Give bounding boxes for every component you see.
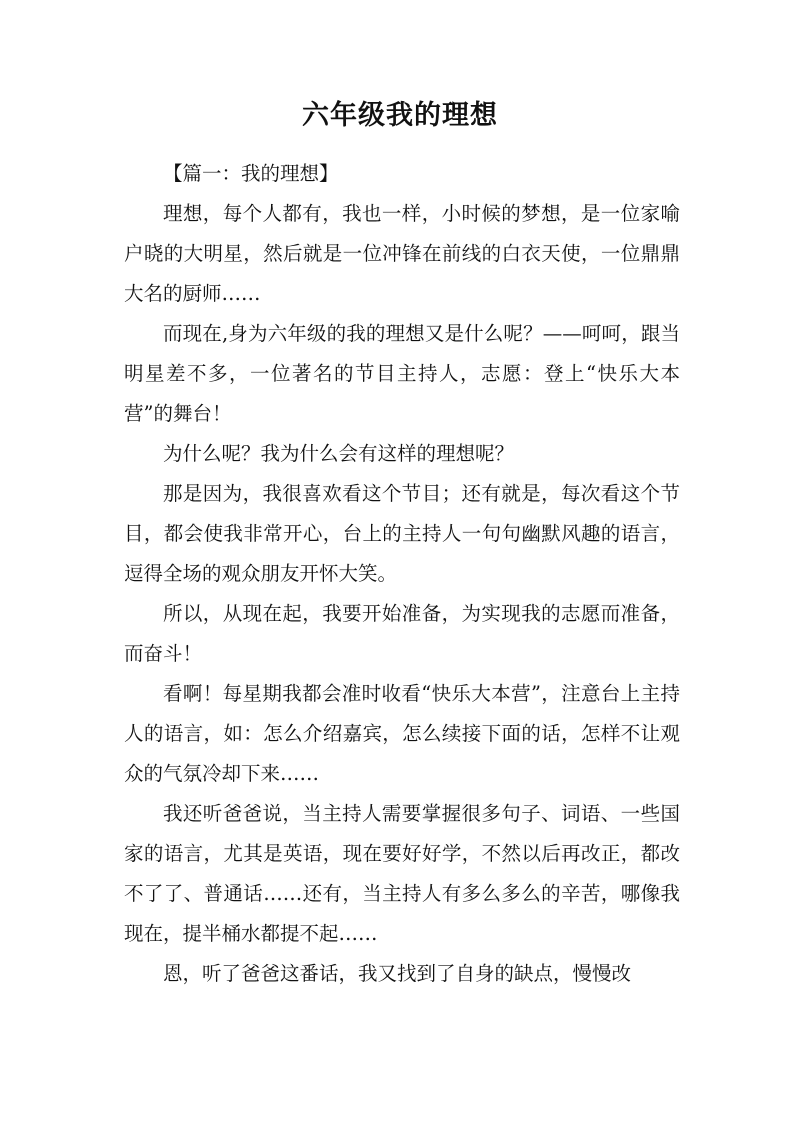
page-title: 六年级我的理想 xyxy=(302,100,498,131)
document-body xyxy=(124,154,680,994)
paragraph: 那是因为，我很喜欢看这个节目；还有就是，每次看这个节目，都会使我非常开心，台上的主持人一句句幽默风趣的语言，逗得全场的观众朋友开怀大笑。 xyxy=(124,482,680,585)
paragraph: 恩，听了爸爸这番话，我又找到了自身的缺点，慢慢改 xyxy=(163,962,632,985)
paragraph: 而现在,身为六年级的我的理想又是什么呢？——呵呵，跟当明星差不多，一位著名的节目主持人，志愿：登上“快乐大本营”的舞台！ xyxy=(124,322,680,425)
paragraph: 所以，从现在起，我要开始准备，为实现我的志愿而准备，而奋斗！ xyxy=(124,602,680,665)
paragraph: 我还听爸爸说，当主持人需要掌握很多句子、词语、一些国家的语言，尤其是英语，现在要好好学，不然以后再改正，都改不了了、普通话……还有，当主持人有多么多么的辛苦，哪像我现在，提半桶水都提不起…… xyxy=(124,802,680,945)
paragraph: 为什么呢？我为什么会有这样的理想呢？ xyxy=(163,442,515,465)
paragraph: 理想，每个人都有，我也一样，小时候的梦想，是一位家喻户晓的大明星，然后就是一位冲锋在前线的白衣天使，一位鼎鼎大名的厨师…… xyxy=(124,202,680,305)
paragraph: 看啊！每星期我都会准时收看“快乐大本营”，注意台上主持人的语言，如：怎么介绍嘉宾，怎么续接下面的话，怎样不让观众的气氛冷却下来…… xyxy=(124,682,680,785)
section-heading: 【篇一：我的理想】 xyxy=(163,162,339,185)
